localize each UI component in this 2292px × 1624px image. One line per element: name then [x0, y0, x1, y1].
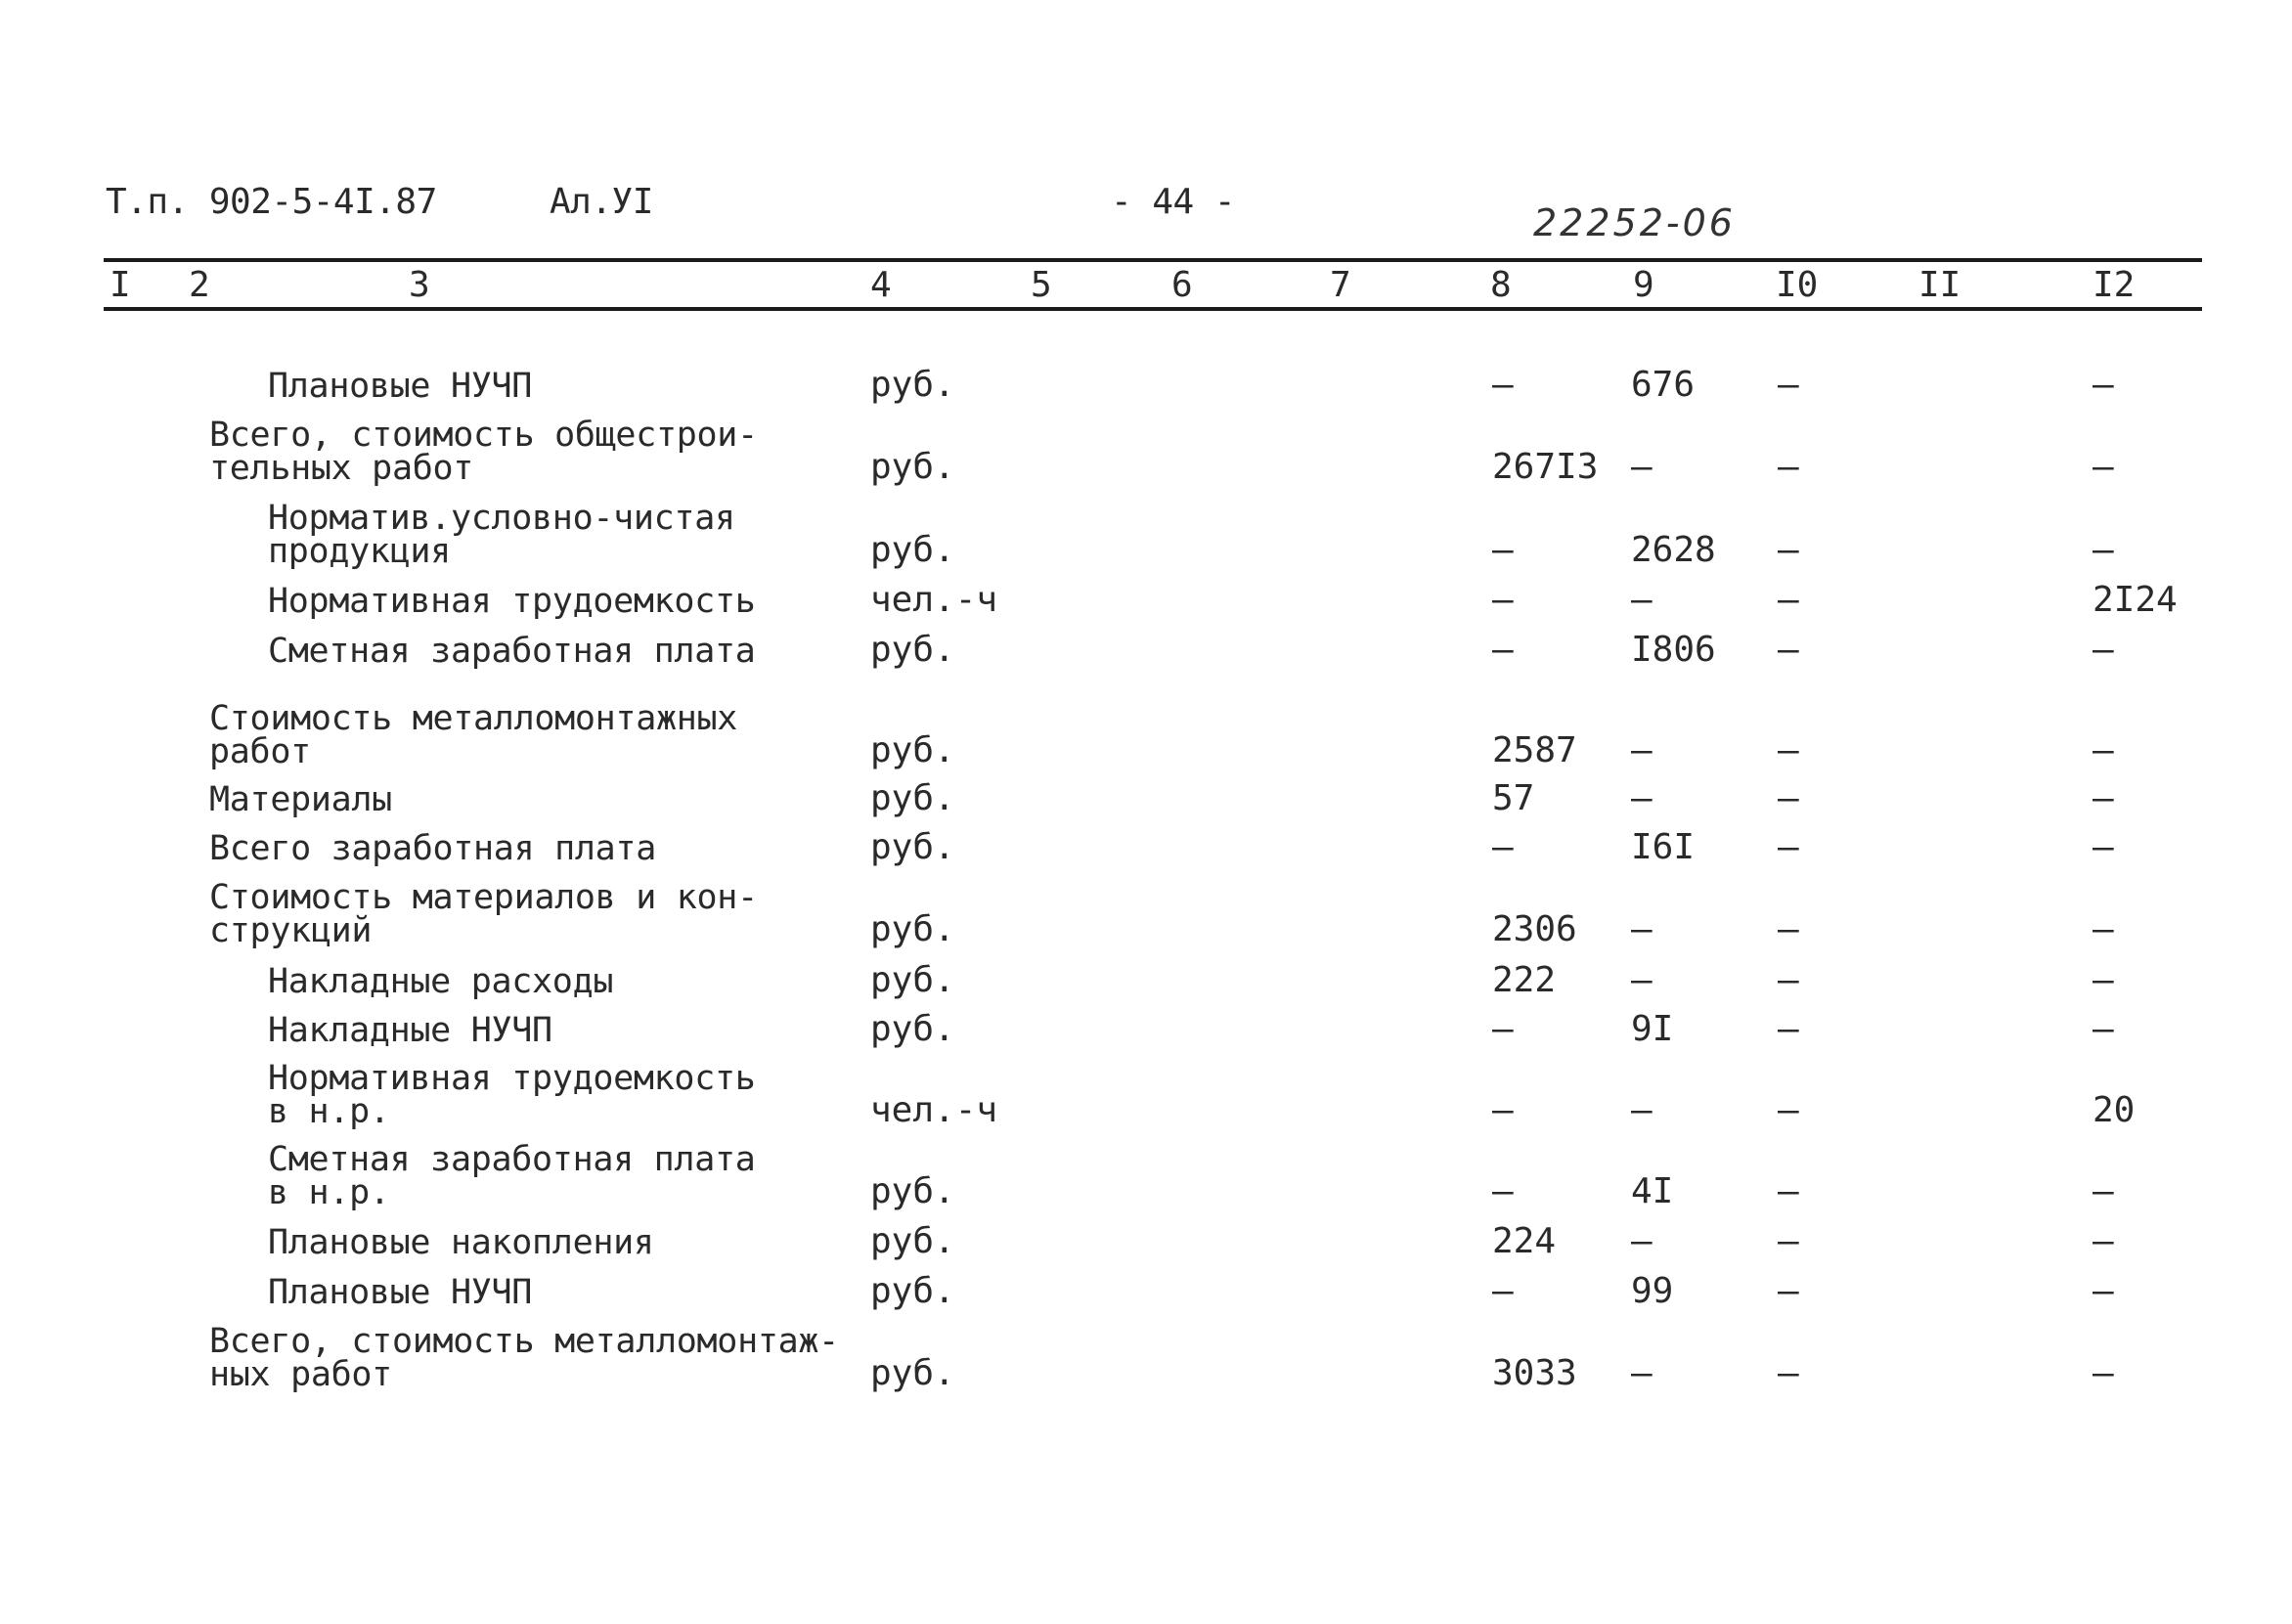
value-cell-c10: – — [1778, 1171, 1799, 1211]
row-label: Плановые НУЧП — [268, 1273, 533, 1312]
value-cell-c9: 676 — [1631, 365, 1696, 405]
row-label: работ — [209, 732, 311, 771]
column-number: 2 — [189, 265, 210, 305]
row-label: Плановые НУЧП — [268, 367, 533, 406]
row-label: Сметная заработная плата — [268, 1140, 756, 1179]
column-number: I — [110, 265, 131, 305]
value-cell-c12: – — [2093, 530, 2114, 570]
unit-cell: руб. — [870, 365, 955, 405]
column-number: 6 — [1171, 265, 1193, 305]
value-cell-c9: – — [1631, 447, 1653, 487]
row-label: Всего, стоимость общестрои- — [209, 416, 758, 455]
value-cell-c10: – — [1778, 1353, 1799, 1393]
row-label: струкций — [209, 911, 373, 950]
unit-cell: руб. — [870, 1009, 955, 1049]
column-number: 8 — [1490, 265, 1512, 305]
album-number: Ал.УI — [550, 182, 653, 222]
page-number: - 44 - — [1111, 182, 1236, 222]
row-label: в н.р. — [268, 1173, 390, 1212]
value-cell-c8: – — [1492, 580, 1514, 620]
column-number: I0 — [1776, 265, 1819, 305]
value-cell-c10: – — [1778, 1090, 1799, 1130]
value-cell-c8: 2306 — [1492, 909, 1577, 949]
unit-cell: руб. — [870, 1221, 955, 1261]
row-label: Норматив.условно-чистая — [268, 499, 735, 538]
value-cell-c9: – — [1631, 960, 1653, 1000]
value-cell-c12: – — [2093, 1353, 2114, 1393]
row-label: Сметная заработная плата — [268, 632, 756, 671]
row-label: тельных работ — [209, 449, 474, 488]
handwritten-code: 22252-06 — [1533, 201, 1736, 244]
value-cell-c8: – — [1492, 827, 1514, 867]
value-cell-c10: – — [1778, 580, 1799, 620]
value-cell-c10: – — [1778, 960, 1799, 1000]
value-cell-c9: – — [1631, 909, 1653, 949]
value-cell-c10: – — [1778, 530, 1799, 570]
value-cell-c8: 57 — [1492, 778, 1535, 818]
document-reference: Т.п. 902-5-4I.87 — [106, 182, 437, 222]
value-cell-c8: 3033 — [1492, 1353, 1577, 1393]
value-cell-c12: – — [2093, 909, 2114, 949]
column-number: 9 — [1633, 265, 1654, 305]
value-cell-c10: – — [1778, 1009, 1799, 1049]
row-label: Нормативная трудоемкость — [268, 582, 756, 621]
value-cell-c9: 2628 — [1631, 530, 1716, 570]
value-cell-c9: – — [1631, 1221, 1653, 1261]
value-cell-c12: – — [2093, 447, 2114, 487]
row-label: Плановые накопления — [268, 1223, 654, 1262]
column-number: 7 — [1330, 265, 1351, 305]
row-label: ных работ — [209, 1355, 392, 1394]
value-cell-c9: I806 — [1631, 630, 1716, 670]
column-number: I2 — [2093, 265, 2136, 305]
row-label: Материалы — [209, 780, 392, 819]
value-cell-c8: 267I3 — [1492, 447, 1599, 487]
unit-cell: чел.-ч — [870, 1090, 998, 1130]
unit-cell: руб. — [870, 960, 955, 1000]
value-cell-c9: 9I — [1631, 1009, 1674, 1049]
table-top-rule — [104, 258, 2202, 262]
value-cell-c12: – — [2093, 1221, 2114, 1261]
value-cell-c8: – — [1492, 1271, 1514, 1311]
value-cell-c9: – — [1631, 1353, 1653, 1393]
value-cell-c8: – — [1492, 1171, 1514, 1211]
value-cell-c9: – — [1631, 580, 1653, 620]
value-cell-c9: – — [1631, 1090, 1653, 1130]
value-cell-c9: 4I — [1631, 1171, 1674, 1211]
value-cell-c12: – — [2093, 1171, 2114, 1211]
unit-cell: руб. — [870, 630, 955, 670]
value-cell-c10: – — [1778, 447, 1799, 487]
value-cell-c9: – — [1631, 778, 1653, 818]
unit-cell: руб. — [870, 827, 955, 867]
value-cell-c8: – — [1492, 1009, 1514, 1049]
value-cell-c8: – — [1492, 365, 1514, 405]
value-cell-c12: – — [2093, 778, 2114, 818]
value-cell-c8: 222 — [1492, 960, 1557, 1000]
value-cell-c9: I6I — [1631, 827, 1696, 867]
value-cell-c8: 224 — [1492, 1221, 1557, 1261]
value-cell-c10: – — [1778, 630, 1799, 670]
row-label: Накладные расходы — [268, 962, 614, 1001]
unit-cell: руб. — [870, 447, 955, 487]
value-cell-c12: – — [2093, 960, 2114, 1000]
value-cell-c10: – — [1778, 730, 1799, 770]
value-cell-c10: – — [1778, 827, 1799, 867]
value-cell-c10: – — [1778, 1221, 1799, 1261]
row-label: Стоимость материалов и кон- — [209, 878, 758, 917]
unit-cell: руб. — [870, 1271, 955, 1311]
column-number: 3 — [409, 265, 430, 305]
unit-cell: руб. — [870, 730, 955, 770]
value-cell-c12: – — [2093, 630, 2114, 670]
value-cell-c9: 99 — [1631, 1271, 1674, 1311]
row-label: Стоимость металломонтажных — [209, 699, 738, 738]
column-number: II — [1918, 265, 1961, 305]
value-cell-c12: – — [2093, 1271, 2114, 1311]
unit-cell: руб. — [870, 909, 955, 949]
value-cell-c10: – — [1778, 909, 1799, 949]
value-cell-c12: – — [2093, 365, 2114, 405]
unit-cell: руб. — [870, 778, 955, 818]
row-label: Нормативная трудоемкость — [268, 1059, 756, 1098]
row-label: продукция — [268, 532, 451, 571]
column-number: 4 — [870, 265, 892, 305]
unit-cell: руб. — [870, 530, 955, 570]
row-label: Всего, стоимость металломонтаж- — [209, 1322, 839, 1361]
unit-cell: чел.-ч — [870, 580, 998, 620]
value-cell-c12: 20 — [2093, 1090, 2136, 1130]
unit-cell: руб. — [870, 1353, 955, 1393]
value-cell-c12: – — [2093, 1009, 2114, 1049]
column-number: 5 — [1031, 265, 1052, 305]
value-cell-c8: – — [1492, 1090, 1514, 1130]
value-cell-c12: 2I24 — [2093, 580, 2178, 620]
row-label: Всего заработная плата — [209, 829, 656, 868]
value-cell-c10: – — [1778, 365, 1799, 405]
row-label: Накладные НУЧП — [268, 1011, 552, 1050]
row-label: в н.р. — [268, 1092, 390, 1131]
unit-cell: руб. — [870, 1171, 955, 1211]
value-cell-c12: – — [2093, 730, 2114, 770]
value-cell-c8: 2587 — [1492, 730, 1577, 770]
value-cell-c10: – — [1778, 1271, 1799, 1311]
value-cell-c10: – — [1778, 778, 1799, 818]
value-cell-c8: – — [1492, 630, 1514, 670]
value-cell-c9: – — [1631, 730, 1653, 770]
table-header-rule — [104, 307, 2202, 311]
value-cell-c12: – — [2093, 827, 2114, 867]
value-cell-c8: – — [1492, 530, 1514, 570]
